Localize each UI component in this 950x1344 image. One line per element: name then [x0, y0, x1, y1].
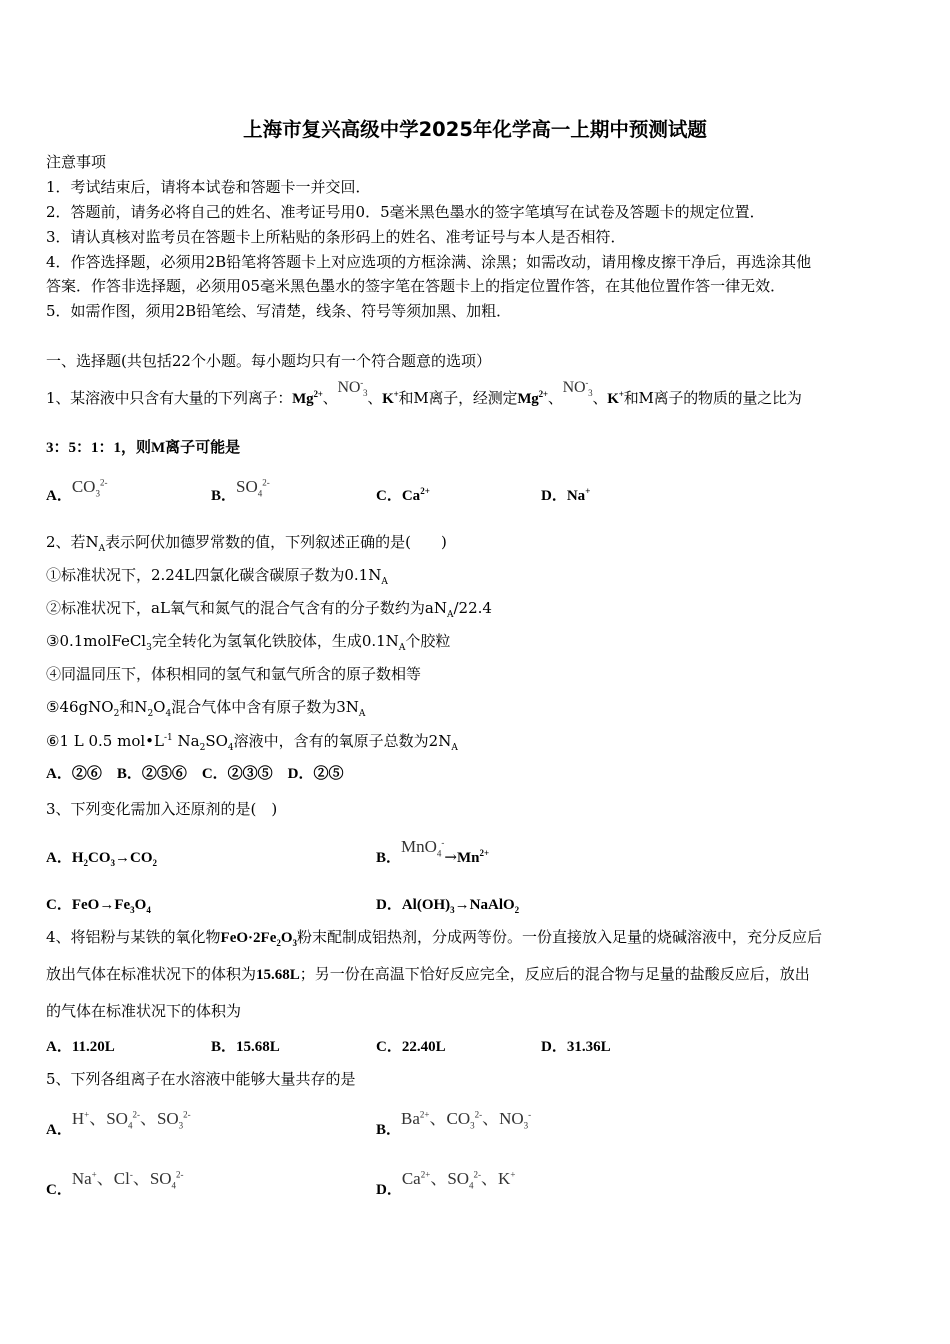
q3-option-c[interactable]: C．$FeO\to Fe_3O_4$ [46, 897, 151, 915]
q4-option-a[interactable]: A．11.20L [46, 1039, 115, 1055]
question-2-stem: 2、若$N_A$表示阿伏加德罗常数的值，下列叙述正确的是( ) [46, 533, 447, 554]
q2-statement-2: ②标准状况下，aL氧气和氮气的混合气含有的分子数约为$aN_A/22.4$ [46, 599, 492, 620]
question-3-stem: 3、下列变化需加入还原剂的是( ) [46, 800, 278, 818]
q2-statement-6: ⑥1 L 0.5 $mol•L^{-1}$ $Na_2SO_4$溶液中，含有的氧原子总数为$2N_A$ [46, 732, 458, 753]
q3-option-b[interactable]: B．$MnO_4^-\to Mn^{2+}$ [376, 837, 490, 866]
q5-option-a[interactable]: A．H+、$SO_4^{2-}$、$SO_3^{2-}$ [46, 1109, 191, 1138]
q5-option-c[interactable]: C．Na+、Cl-、$SO_4^{2-}$ [46, 1169, 184, 1198]
notice-item: 2．答题前，请务必将自己的姓名、准考证号用0．5毫米黑色墨水的签字笔填写在试卷及答题卡的规定位置． [46, 203, 765, 221]
q2-options[interactable]: A．②⑥ B．②⑤⑥ C．②③⑤ D．②⑤ [46, 766, 344, 782]
q2-statement-5: ⑤46gNO$_2$和$N_2O_4$混合气体中含有原子数为$3N_A$ [46, 698, 366, 719]
q5-option-b[interactable]: B．$Ba^{2+}$、$CO_3^{2-}$、$NO_3^-$ [376, 1109, 532, 1138]
notice-item: 3．请认真核对监考员在答题卡上所粘贴的条形码上的姓名、准考证号与本人是否相符． [46, 228, 626, 246]
notice-item: 1．考试结束后，请将本试卷和答题卡一并交回． [46, 178, 371, 196]
q1-option-c[interactable]: C．$Ca^{2+}$ [376, 486, 430, 504]
question-4-stem: 4、将铝粉与某铁的氧化物$FeO\cdot 2Fe_2O_3$粉末配制成铝热剂，分成两等份。一份直接放入足量的烧碱溶液中，充分反应后 [46, 928, 823, 948]
q2-statement-4: ④同温同压下，体积相同的氢气和氩气所含的原子数相等 [46, 665, 422, 683]
q1-option-d[interactable]: D．Na+ [541, 486, 591, 504]
question-1-stem-cont: 3：5：1：1，则M离子可能是 [46, 440, 241, 456]
q1-option-b[interactable]: B．$SO_4^{2-}$ [211, 477, 270, 504]
q5-option-d[interactable]: D．$Ca^{2+}$、$SO_4^{2-}$、K+ [376, 1169, 516, 1198]
q3-option-d[interactable]: D．$Al(OH)_3\to NaAlO_2$ [376, 897, 520, 915]
question-5-stem: 5、下列各组离子在水溶液中能够大量共存的是 [46, 1070, 356, 1088]
notice-item: 答案．作答非选择题，必须用05毫米黑色墨水的签字笔在答题卡上的指定位置作答，在其他位置作答一律无效． [46, 277, 786, 295]
q2-statement-1: ①标准状况下，2.24L四氯化碳含碳原子数为$0.1N_A$ [46, 566, 388, 587]
question-4-stem-cont: 的气体在标准状况下的体积为 [46, 1002, 242, 1020]
notice-heading: 注意事项 [46, 153, 107, 171]
nitrate-formula: $NO^-_3$ [337, 377, 368, 399]
q1-option-a[interactable]: A．$CO_3^{2-}$ [46, 477, 108, 504]
q2-statement-3: ③0.1molFeCl$_3$完全转化为氢氧化铁胶体，生成$0.1N_A$个胶粒 [46, 632, 451, 653]
notice-item: 5．如需作图，须用2B铅笔绘、写清楚，线条、符号等须加黑、加粗． [46, 302, 512, 320]
section-heading: 一、选择题(共包括22个小题。每小题均只有一个符合题意的选项） [46, 352, 491, 370]
q4-option-b[interactable]: B．15.68L [211, 1039, 280, 1055]
question-4-stem-cont: 放出气体在标准状况下的体积为15.68L；另一份在高温下恰好反应完全，反应后的混合物与足量的盐酸反应后，放出 [46, 965, 810, 983]
notice-item: 4．作答选择题，必须用2B铅笔将答题卡上对应选项的方框涂满、涂黑；如需改动，请用橡皮擦干净后，再选涂其他 [46, 253, 812, 271]
q3-option-a[interactable]: A．$H_2CO_3\to CO_2$ [46, 850, 158, 868]
page-title: 上海市复兴高级中学2025年化学高一上期中预测试题 [243, 118, 707, 141]
nitrate-formula: $NO^-_3$ [562, 377, 593, 399]
question-1-stem: 1、某溶液中只含有大量的下列离子：$Mg^{2+}$、$NO^-_3$、K+和M离子，经测定$Mg^{2+}$、$NO^-_3$、K+和M离子的物质的量之比为 [46, 377, 802, 407]
q4-option-d[interactable]: D．31.36L [541, 1039, 611, 1055]
q4-option-c[interactable]: C．22.40L [376, 1039, 446, 1055]
